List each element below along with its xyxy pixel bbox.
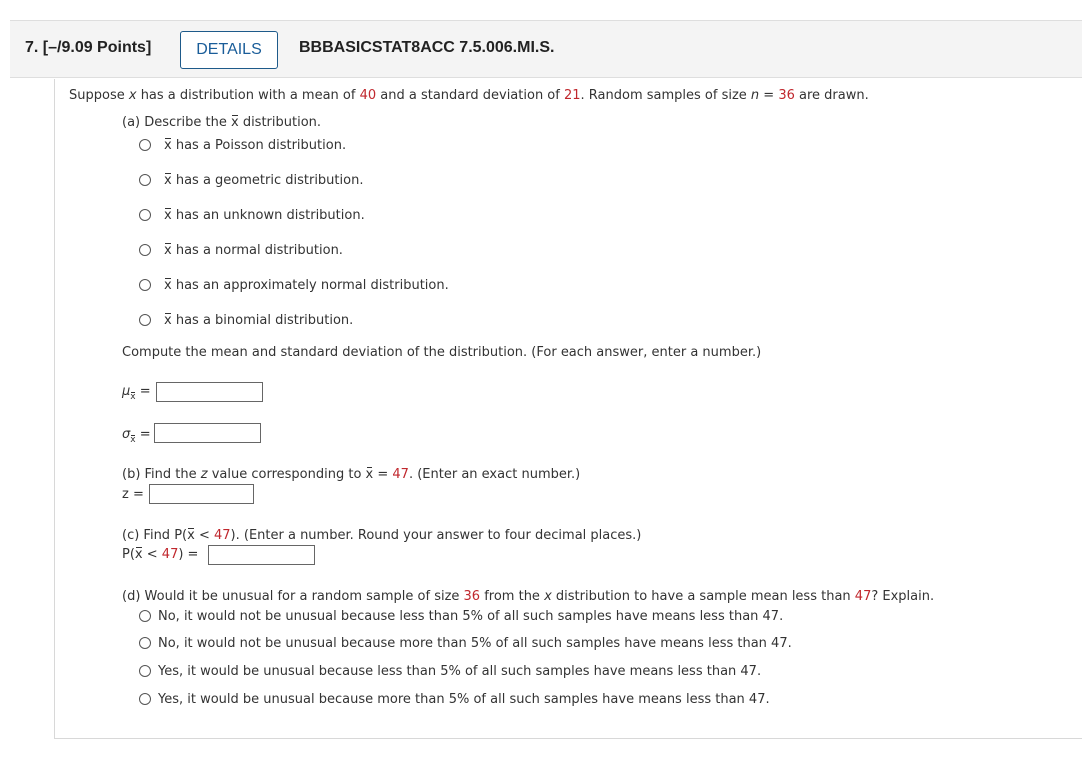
sigma-xbar-label: $\sigma_x$ = bbox=[122, 427, 151, 445]
d-option-1-label: No, it would not be unusual because less than 5% of all such samples have means less than 47. bbox=[158, 609, 784, 624]
option-unknown-label: x has an unknown distribution. bbox=[164, 208, 365, 223]
sd-value: 21 bbox=[563, 88, 581, 103]
z-label: z = bbox=[122, 487, 144, 502]
option-poisson-label: x has a Poisson distribution. bbox=[164, 138, 347, 153]
radio-d-option-1[interactable] bbox=[139, 610, 151, 622]
option-normal-label: x has a normal distribution. bbox=[164, 243, 343, 258]
radio-d-option-3[interactable] bbox=[139, 665, 151, 677]
option-binomial-label: x has a binomial distribution. bbox=[164, 313, 354, 328]
problem-statement: Suppose x has a distribution with a mean of 40 and a standard deviation of 21. Random samples of size n = 36 are drawn. bbox=[69, 88, 869, 103]
mu-xbar-input[interactable] bbox=[156, 382, 263, 402]
d-option-3-label: Yes, it would be unusual because less than 5% of all such samples have means less than 47. bbox=[158, 664, 762, 679]
part-b-prompt: (b) Find the z value corresponding to x = 47. (Enter an exact number.) bbox=[122, 467, 581, 482]
d-option-2-label: No, it would not be unusual because more than 5% of all such samples have means less than 47. bbox=[158, 636, 792, 651]
radio-option-geometric[interactable] bbox=[139, 174, 151, 186]
sigma-xbar-input[interactable] bbox=[154, 423, 261, 443]
radio-d-option-2[interactable] bbox=[139, 637, 151, 649]
part-a-prompt: (a) Describe the x distribution. bbox=[122, 115, 322, 130]
question-header bbox=[10, 20, 1082, 78]
option-geometric-label: x has a geometric distribution. bbox=[164, 173, 364, 188]
question-number-points bbox=[25, 39, 151, 57]
points-label: [–/9.09 Points] bbox=[42, 39, 152, 56]
question-number: 7. bbox=[25, 39, 39, 56]
sample-size: 36 bbox=[778, 88, 795, 103]
radio-option-unknown[interactable] bbox=[139, 209, 151, 221]
probability-label: P(x < 47) = bbox=[122, 547, 199, 562]
radio-option-poisson[interactable] bbox=[139, 139, 151, 151]
question-id: BBBASICSTAT8ACC 7.5.006.MI.S. bbox=[299, 39, 555, 56]
radio-option-binomial[interactable] bbox=[139, 314, 151, 326]
probability-input[interactable] bbox=[208, 545, 315, 565]
part-c-prompt: (c) Find P(x < 47). (Enter a number. Round your answer to four decimal places.) bbox=[122, 528, 642, 543]
mean-value: 40 bbox=[359, 88, 377, 103]
radio-d-option-4[interactable] bbox=[139, 693, 151, 705]
part-d-prompt: (d) Would it be unusual for a random sample of size 36 from the x distribution to have a sample mean less than 47? Explain. bbox=[122, 589, 935, 604]
d-option-4-label: Yes, it would be unusual because more than 5% of all such samples have means less than 47. bbox=[158, 692, 770, 707]
option-approx-normal-label: x has an approximately normal distribution. bbox=[164, 278, 449, 293]
compute-instructions: Compute the mean and standard deviation of the distribution. (For each answer, enter a number.) bbox=[122, 345, 762, 360]
question-body bbox=[54, 79, 1082, 739]
details-button[interactable]: DETAILS bbox=[180, 31, 278, 69]
z-input[interactable] bbox=[149, 484, 254, 504]
mu-xbar-label: $\mu_x$ = bbox=[122, 384, 151, 402]
radio-option-approx-normal[interactable] bbox=[139, 279, 151, 291]
radio-option-normal[interactable] bbox=[139, 244, 151, 256]
